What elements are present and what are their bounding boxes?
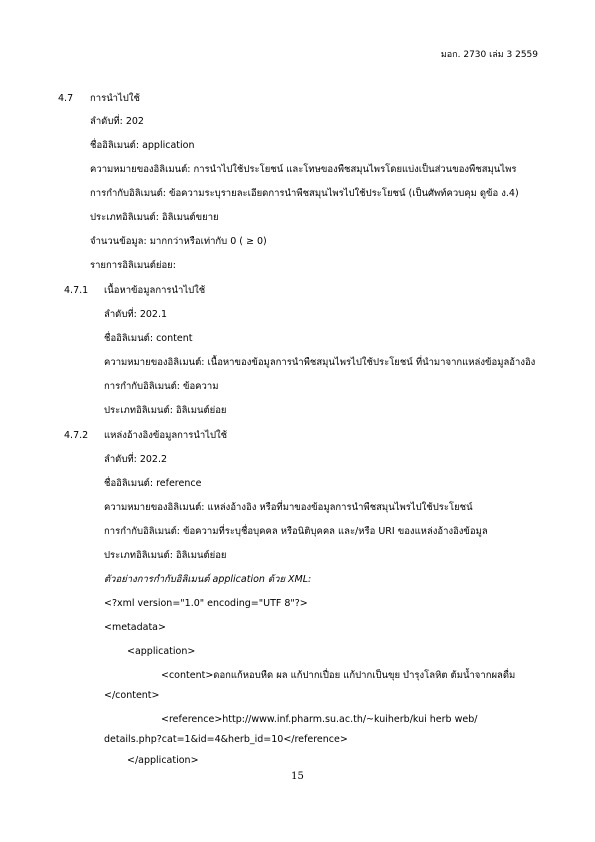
section-number: 4.7: [58, 93, 74, 104]
subsection-title: เนื้อหาข้อมูลการนำไปใช้: [104, 285, 206, 296]
sequence-number: ลำดับที่: 202.2: [104, 454, 168, 465]
xml-metadata-open: <metadata>: [104, 622, 166, 633]
element-meaning: ความหมายของอิลิเมนต์: เนื้อหาของข้อมูลการนำพืชสมุนไพรไปใช้ประโยชน์ ที่นำมาจากแหล่งข้อมูลอ้างอิง: [104, 357, 536, 368]
element-meaning: ความหมายของอิลิเมนต์: การนำไปใช้ประโยชน์ และโทษของพืชสมุนไพรโดยแบ่งเป็นส่วนของพืชสมุนไพร: [90, 164, 517, 175]
example-caption: ตัวอย่างการกำกับอิลิเมนต์ application ด้วย XML:: [104, 574, 312, 585]
element-specification: การกำกับอิลิเมนต์: ข้อความที่ระบุชื่อบุคคล หรือนิติบุคคล และ/หรือ URI ของแหล่งอ้างอิงข้อมูล: [104, 526, 488, 537]
subsection-number: 4.7.2: [64, 430, 89, 441]
standard-number: มอก. 2730 เล่ม 3 2559: [440, 50, 538, 60]
element-meaning: ความหมายของอิลิเมนต์: แหล่งอ้างอิง หรือที่มาของข้อมูลการนำพืชสมุนไพรไปใช้ประโยชน์: [104, 502, 473, 513]
element-name: ชื่ออิลิเมนต์: application: [90, 140, 195, 151]
sequence-number: ลำดับที่: 202.1: [104, 309, 168, 320]
xml-application-open: <application>: [127, 646, 196, 657]
page-number: 15: [291, 771, 304, 782]
xml-reference-continuation: details.php?cat=1&id=4&herb_id=10</reference>: [104, 734, 348, 745]
section-title: การนำไปใช้: [90, 93, 140, 104]
sub-element-list-label: รายการอิลิเมนต์ย่อย:: [90, 260, 176, 271]
element-type: ประเภทอิลิเมนต์: อิลิเมนต์ย่อย: [104, 550, 227, 561]
element-type: ประเภทอิลิเมนต์: อิลิเมนต์ย่อย: [104, 405, 227, 416]
element-name: ชื่ออิลิเมนต์: reference: [104, 478, 202, 489]
element-specification: การกำกับอิลิเมนต์: ข้อความระบุรายละเอียดการนำพืชสมุนไพรไปใช้ประโยชน์ (เป็นศัพท์ควบคุม ดูข้อ ง.4): [90, 188, 519, 199]
xml-declaration: <?xml version="1.0" encoding="UTF 8"?>: [104, 598, 308, 609]
xml-application-close: </application>: [127, 755, 199, 766]
sequence-number: ลำดับที่: 202: [90, 116, 144, 127]
element-specification: การกำกับอิลิเมนต์: ข้อความ: [104, 381, 219, 392]
subsection-title: แหล่งอ้างอิงข้อมูลการนำไปใช้: [104, 430, 228, 441]
subsection-number: 4.7.1: [64, 285, 89, 296]
element-type: ประเภทอิลิเมนต์: อิลิเมนต์ขยาย: [90, 212, 219, 223]
xml-content-close: </content>: [104, 690, 160, 701]
xml-reference-line: <reference>http://www.inf.pharm.su.ac.th/~kuiherb/kui herb web/: [161, 714, 478, 725]
element-name: ชื่ออิลิเมนต์: content: [104, 333, 193, 344]
occurrence-count: จำนวนข้อมูล: มากกว่าหรือเท่ากับ 0 ( ≥ 0): [90, 236, 267, 247]
xml-content-line: <content>ดอกแก้หอบหืด ผล แก้ปากเปื่อย แก้ปากเป็นขุย บำรุงโลหิต ต้มน้ำจากผลดื่ม: [161, 670, 516, 681]
